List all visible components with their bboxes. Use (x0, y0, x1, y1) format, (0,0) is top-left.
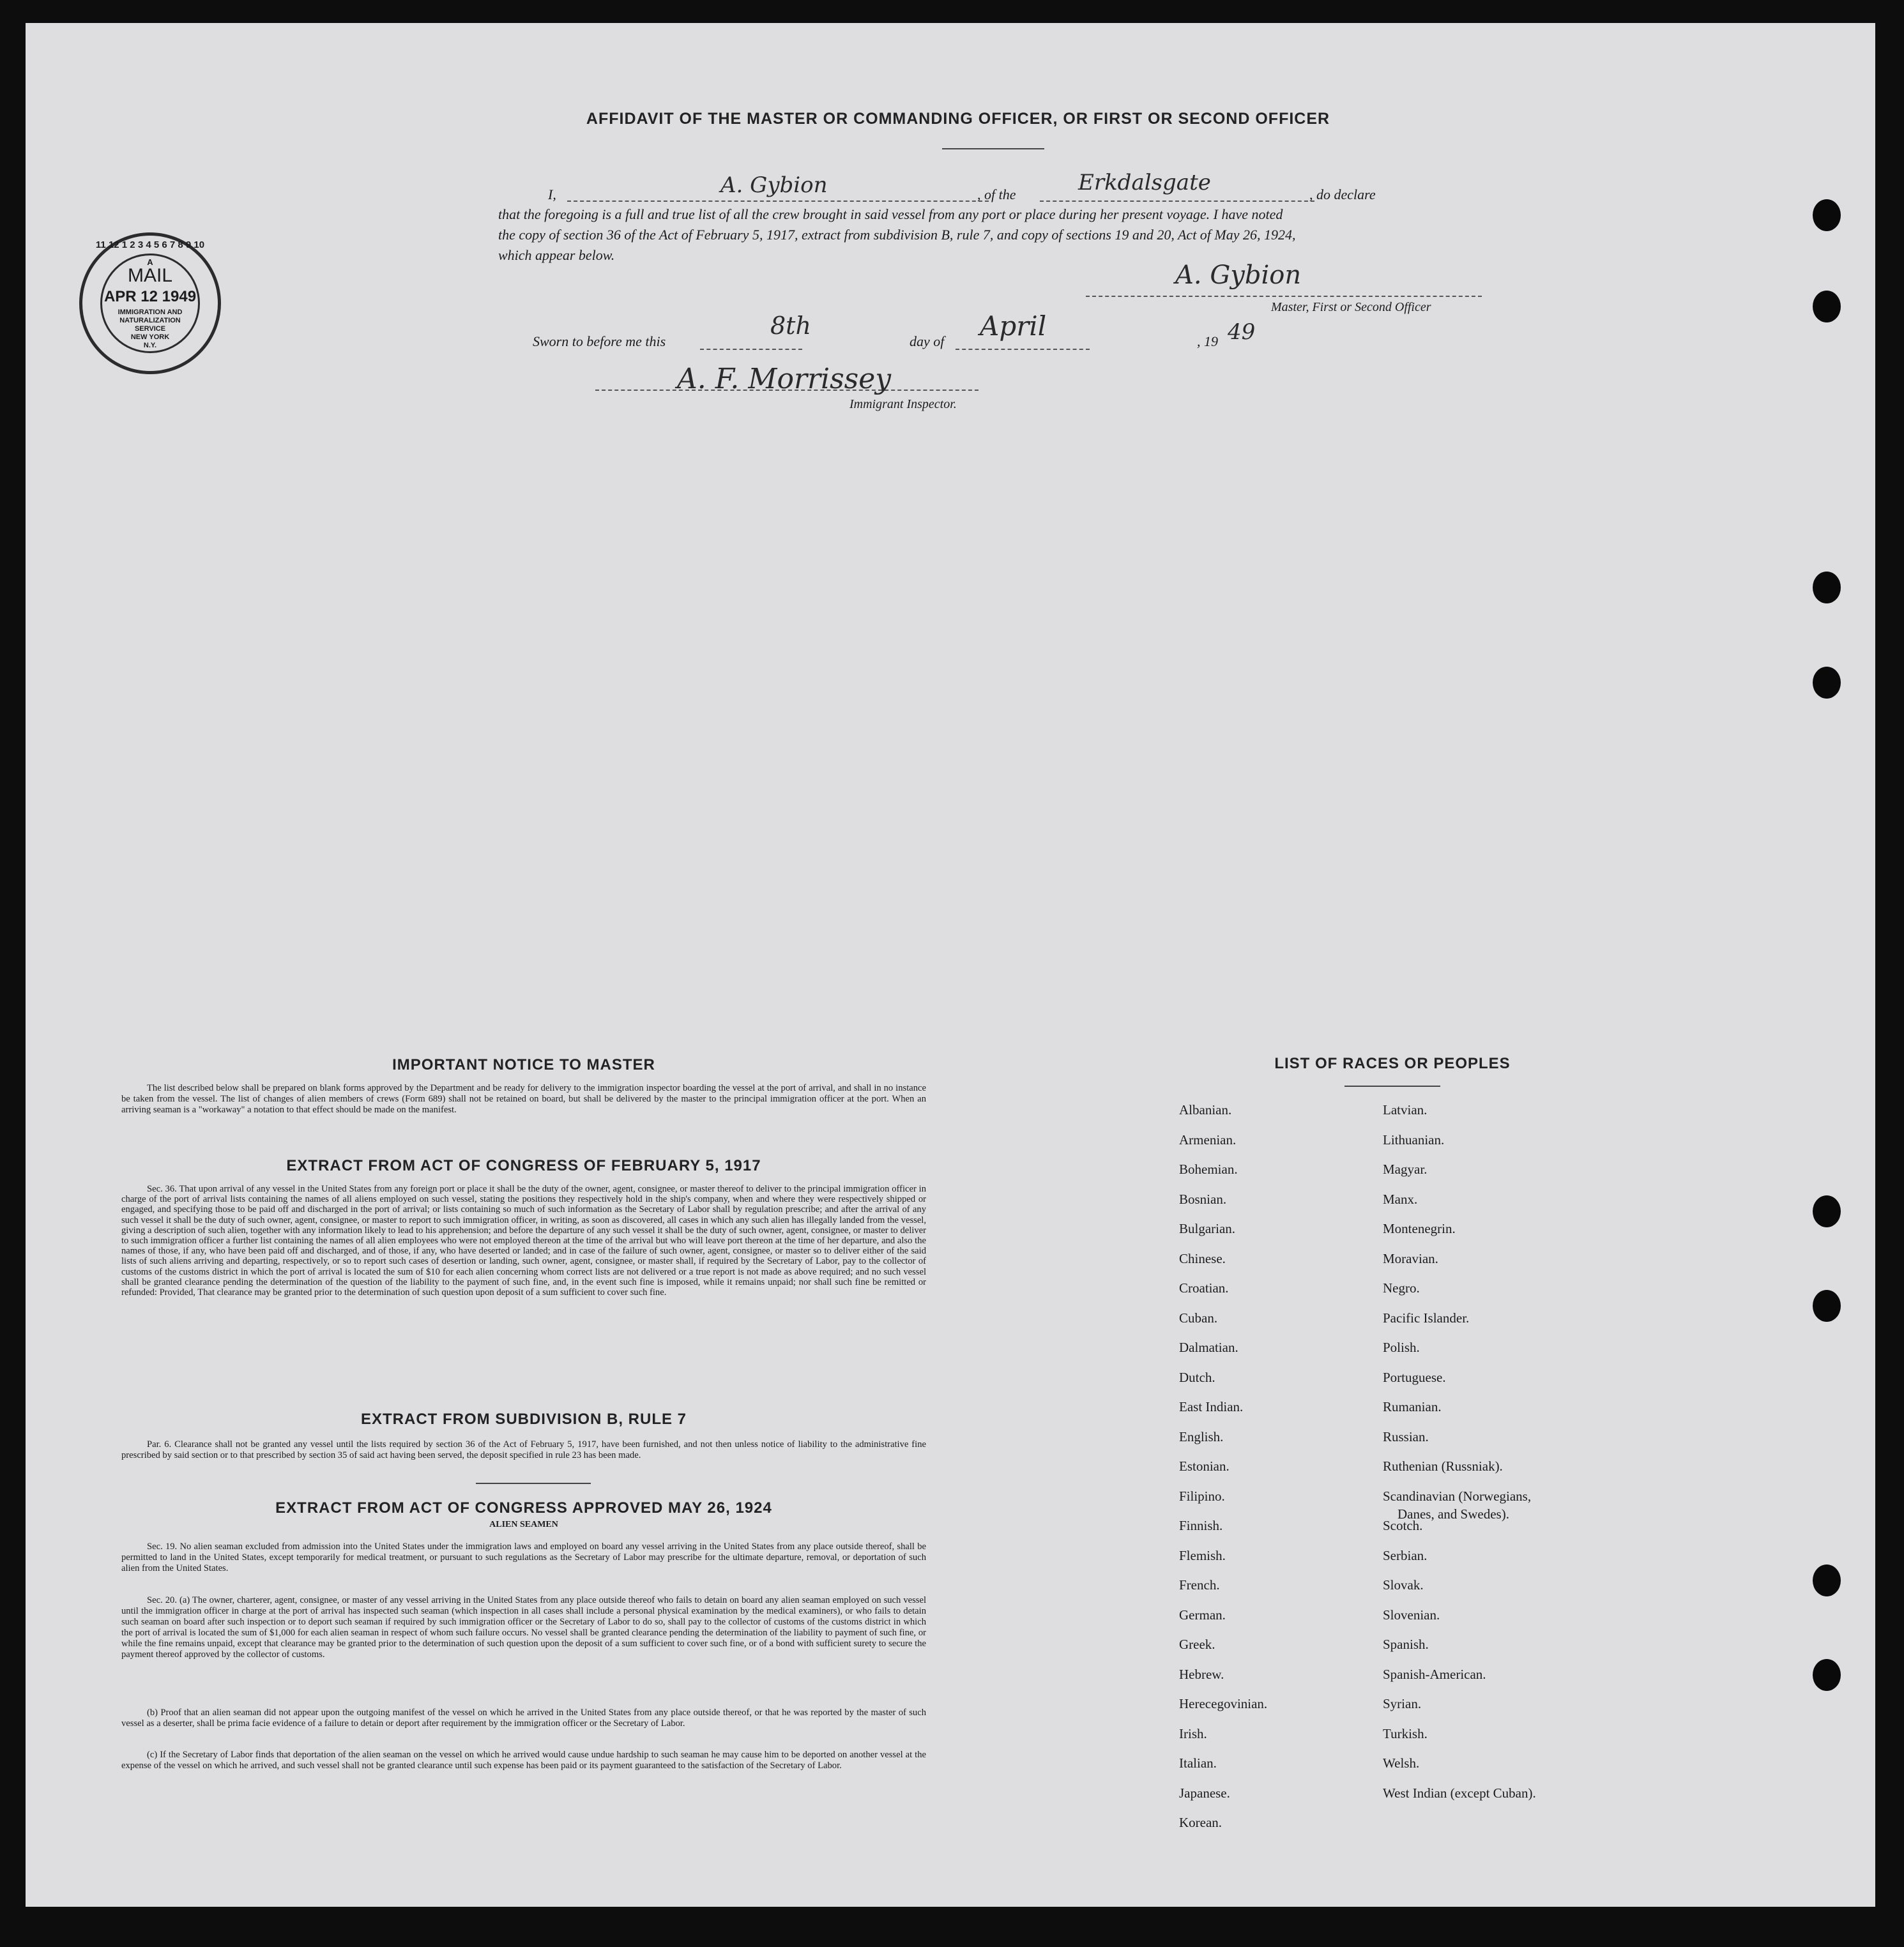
immigration-mail-stamp (79, 232, 221, 374)
race-item: Bosnian. (1179, 1191, 1227, 1207)
sec20c-body: (c) If the Secretary of Labor finds that deportation of the alien seaman on the vessel on which he arrived would cause undue hardship to such seaman he may cause him to be deported on another vessel at the expense of the vessel on which he arrived, and such vessel shall not be granted clearance until such expense has been paid or its payment guaranteed to the satisfaction of the Secretary of Labor. (121, 1750, 926, 1771)
sworn-month: April (980, 310, 1047, 342)
race-item: Russian. (1383, 1428, 1429, 1444)
declaration-line-1 (548, 170, 1487, 204)
race-item: Albanian. (1179, 1102, 1232, 1117)
race-item: Latvian. (1383, 1102, 1428, 1117)
rule7-body: Par. 6. Clearance shall not be granted any vessel until the lists required by section 36 of the Act of February 5, 1917, have been furnished, and not then unless notice of liability to the administrative fine prescribed by said section or to that prescribed by section 35 of said act having been served, the deposit specified in rule 23 has been made. (121, 1439, 926, 1460)
race-item: Finnish. (1179, 1518, 1223, 1533)
race-item: Serbian. (1383, 1547, 1428, 1563)
vessel-name-handwritten: Erkdalsgate (1078, 170, 1211, 195)
notice-body: The list described below shall be prepared on blank forms approved by the Department and be ready for delivery to the immigration inspector boarding the vessel at the port of arrival, and shall in no instance be taken from the vessel. The list of changes of alien members of crews (Form 689) shall not be retained on board, but shall be delivered by the master to the principal immigration officer at the port. When an arriving seaman is a "workaway" a notation to that effect should be made on the manifest. (121, 1083, 926, 1115)
extract-1924-title: EXTRACT FROM ACT OF CONGRESS APPROVED MAY 26, 1924 (275, 1499, 772, 1517)
race-item: Croatian. (1179, 1280, 1229, 1296)
race-item: Japanese. (1179, 1785, 1230, 1801)
race-item: Scotch. (1383, 1518, 1423, 1533)
rule7-title: EXTRACT FROM SUBDIVISION B, RULE 7 (360, 1411, 687, 1428)
race-item: Filipino. (1179, 1488, 1225, 1504)
punch-hole (1813, 291, 1841, 322)
punch-hole (1813, 1659, 1841, 1691)
punch-hole (1813, 572, 1841, 603)
race-item: Rumanian. (1383, 1399, 1442, 1414)
extract-1917-body: Sec. 36. That upon arrival of any vessel in the United States from any foreign port or place it shall be the duty of the owner, agent, consignee, or master thereof to deliver to the principal immigration officer in charge of the port of arrival lists containing the names of all aliens employed on such vessel, stating the positions they respectively hold in the ship's company, when and where they were respectively shipped or engaged, and specifying those to be paid off and discharged in the port of arrival; or lists containing so much of such information as the Secretary of Labor shall by regulation prescribe; and after the arrival of any such vessel it shall be the duty of such owner, agent, consignee, or master to report to such immigration officer, in writing, as soon as discovered, all cases in which any such alien has illegally landed from the vessel, giving a description of such alien, together with any information likely to lead to his apprehension; and before the departure of any such vessel it shall be the duty of such owner, agent, consignee, or master to deliver to such immigration officer a further list containing the names of all alien employees who were not employed thereon at the time of the arrival but who will leave port thereon at the time of her departure, and also the names of those, if any, who have been paid off and discharged, and of those, if any, who have deserted or landed; and in case of the failure of such owner, agent, consignee, or master so to deliver either of the said lists of such aliens arriving and departing, respectively, or so to report such cases of desertion or landing, such owner, agent, consignee, or master shall, if required by the Secretary of Labor, pay to the collector of customs of the customs district in which the port of arrival is located the sum of $10 for each alien concerning whom correct lists are not delivered or a true report is not made as above required; and no such vessel shall be granted clearance pending the determination of the question of the liability to the payment of such fine, and, in the event such fine is imposed, while it remains unpaid; nor shall such fine be remitted or refunded: Provided, That clearance may be granted prior to the determination of such question upon deposit of a sum sufficient to cover such fine. (121, 1184, 926, 1298)
race-item: Ruthenian (Russniak). (1383, 1458, 1503, 1474)
day-of-label: day of (910, 333, 945, 349)
race-item: Bulgarian. (1179, 1221, 1236, 1236)
punch-hole (1813, 1195, 1841, 1227)
race-item: Korean. (1179, 1815, 1222, 1830)
race-item: Polish. (1383, 1340, 1420, 1355)
race-item: Negro. (1383, 1280, 1420, 1296)
sworn-day: 8th (770, 312, 811, 340)
master-caption: Master, First or Second Officer (1271, 300, 1431, 314)
punch-hole (1813, 667, 1841, 699)
sworn-line (533, 310, 1299, 351)
stamp-line4: NATURALIZATION (119, 317, 181, 324)
punch-hole (1813, 199, 1841, 231)
stamp-line3: IMMIGRATION AND (118, 308, 183, 316)
race-item: Turkish. (1383, 1725, 1428, 1741)
sec19-body: Sec. 19. No alien seaman excluded from admission into the United States under the immigration laws and employed on board any vessel arriving in the United States from any place outside thereof, shall be permitted to land in the United States, except temporarily for medical treatment, or pursuant to such regulations as the Secretary of Labor may prescribe for the ultimate departure, removal, or deportation of such alien from the United States. (121, 1542, 926, 1573)
do-declare-label: , do declare (1309, 186, 1376, 202)
race-item: Cuban. (1179, 1310, 1218, 1326)
race-item: Hebrew. (1179, 1666, 1224, 1682)
race-item: Manx. (1383, 1191, 1418, 1207)
race-item: West Indian (except Cuban). (1383, 1785, 1536, 1801)
stamp-top: A (147, 257, 153, 267)
sec20a-body: Sec. 20. (a) The owner, charterer, agent, consignee, or master of any vessel arriving in the United States from any place outside thereof who fails to detain on board any alien seaman employed on such vessel until the immigration officer in charge at the port of arrival has inspected such seaman (which inspection in all cases shall include a personal physical examination by the medical examiners), or who fails to detain such seaman on board after such inspection or to deport such seaman if required by such immigration officer or the Secretary of Labor to do so, shall pay to the collector of customs of the customs district in which the port of arrival is located the sum of $1,000 for each alien seaman in respect of whom such failure occurs. No vessel shall be granted clearance pending the determination of the liability to payment of such fine, or while the fine remains unpaid, except that clearance may be granted prior to the determination of such question upon the deposit of a sum sufficient to cover such fine, or of a bond with sufficient surety to secure the payment thereof approved by the collector of customs. (121, 1595, 926, 1660)
race-item: Chinese. (1179, 1250, 1226, 1266)
race-item: Spanish. (1383, 1637, 1429, 1652)
race-item: Moravian. (1383, 1250, 1438, 1266)
race-item: Spanish-American. (1383, 1666, 1486, 1682)
declaration-line-2: that the foregoing is a full and true list of all the crew brought in said vessel from any port or place during her present voyage. I have noted (498, 206, 1283, 222)
sworn-label: Sworn to before me this (533, 333, 666, 349)
of-the-label: , of the (977, 186, 1016, 202)
notice-title: IMPORTANT NOTICE TO MASTER (392, 1056, 655, 1073)
race-item: Estonian. (1179, 1458, 1230, 1474)
extract-1917-title: EXTRACT FROM ACT OF CONGRESS OF FEBRUARY 5, 1917 (286, 1157, 761, 1174)
race-item: French. (1179, 1577, 1220, 1593)
races-divider (1344, 1086, 1440, 1087)
race-item: Herecegovinian. (1179, 1696, 1268, 1711)
master-signature: A. Gybion (1175, 261, 1302, 290)
race-item: Italian. (1179, 1755, 1217, 1771)
inspector-signature: A. F. Morrissey (677, 363, 892, 395)
stamp-line5: SERVICE (134, 325, 166, 333)
race-item: Danes, and Swedes). (1398, 1506, 1509, 1522)
stamp-date: APR 12 1949 (103, 288, 197, 305)
title-divider (942, 148, 1044, 149)
extract-1924-subtitle: ALIEN SEAMEN (489, 1520, 558, 1529)
races-title: LIST OF RACES OR PEOPLES (1274, 1055, 1511, 1072)
race-item: Flemish. (1179, 1547, 1226, 1563)
race-item: Armenian. (1179, 1132, 1237, 1148)
master-name-signature: A. Gybion (720, 172, 828, 198)
race-item: Syrian. (1383, 1696, 1422, 1711)
race-item: Welsh. (1383, 1755, 1420, 1771)
stamp-line1: MAIL (127, 265, 173, 286)
affidavit-title: AFFIDAVIT OF THE MASTER OR COMMANDING OFFICER, OR FIRST OR SECOND OFFICER (586, 110, 1330, 128)
race-item: Portuguese. (1383, 1369, 1446, 1385)
race-item: Magyar. (1383, 1162, 1428, 1177)
punch-hole (1813, 1290, 1841, 1322)
race-item: Slovenian. (1383, 1607, 1440, 1623)
race-item: Bohemian. (1179, 1162, 1238, 1177)
race-item: Scandinavian (Norwegians, (1383, 1488, 1532, 1504)
stamp-line7: N.Y. (143, 342, 157, 349)
stamp-ring-numbers: 11 12 1 2 3 4 5 6 7 8 9 10 (95, 239, 205, 250)
race-item: Irish. (1179, 1725, 1207, 1741)
race-item: Montenegrin. (1383, 1221, 1456, 1236)
punch-hole (1813, 1564, 1841, 1596)
race-item: Lithuanian. (1383, 1132, 1445, 1148)
race-item: Dalmatian. (1179, 1340, 1238, 1355)
race-item: English. (1179, 1428, 1224, 1444)
race-item: East Indian. (1179, 1399, 1244, 1414)
declaration-line-4: which appear below. (498, 247, 615, 263)
race-item: Pacific Islander. (1383, 1310, 1470, 1326)
stamp-line6: NEW YORK (130, 333, 170, 341)
race-item: Slovak. (1383, 1577, 1424, 1593)
year-prefix: , 19 (1197, 333, 1218, 349)
declaration-line-3: the copy of section 36 of the Act of February 5, 1917, extract from subdivision B, rule 7, and copy of sections 19 and 20, Act of May 26, 1924, (498, 227, 1296, 243)
year-suffix: 49 (1228, 319, 1256, 345)
rule7-divider (476, 1483, 591, 1484)
race-item: Dutch. (1179, 1369, 1215, 1385)
race-item: Greek. (1179, 1637, 1215, 1652)
i-label: I, (548, 186, 556, 202)
inspector-caption: Immigrant Inspector. (849, 397, 957, 411)
race-item: German. (1179, 1607, 1226, 1623)
sec20b-body: (b) Proof that an alien seaman did not appear upon the outgoing manifest of the vessel on which he arrived in the United States from any place outside thereof, or that he was reported by the master of such vessel as a deserter, shall be prima facie evidence of a failure to detain or deport after requirement by the immigration officer or the Secretary of Labor. (121, 1708, 926, 1729)
